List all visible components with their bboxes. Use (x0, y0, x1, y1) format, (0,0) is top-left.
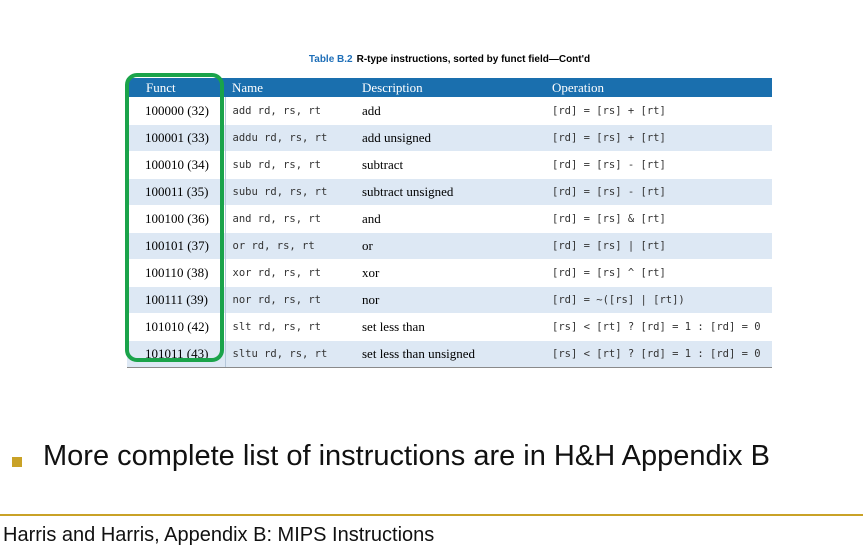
header-operation: Operation (545, 78, 772, 98)
bullet-square-icon (12, 457, 22, 467)
funct-cell: 101011 (43) (127, 341, 225, 368)
footer-divider (0, 514, 863, 516)
table-title: R-type instructions, sorted by funct field—Cont'd (356, 54, 591, 65)
operation-cell: [rs] < [rt] ? [rd] = 1 : [rd] = 0 (545, 341, 772, 368)
table-row (127, 152, 772, 179)
r-type-instruction-table (127, 78, 772, 368)
description-cell: set less than (355, 314, 545, 341)
operation-cell: [rd] = [rs] + [rt] (545, 98, 772, 125)
table-row (127, 341, 772, 368)
operation-cell: [rd] = [rs] | [rt] (545, 233, 772, 260)
table-row (127, 260, 772, 287)
operation-cell: [rd] = [rs] ^ [rt] (545, 260, 772, 287)
funct-cell: 100001 (33) (127, 125, 225, 152)
table-row (127, 179, 772, 206)
operation-cell: [rs] < [rt] ? [rd] = 1 : [rd] = 0 (545, 314, 772, 341)
description-cell: nor (355, 287, 545, 314)
operation-cell: [rd] = [rs] - [rt] (545, 152, 772, 179)
description-cell: add (355, 98, 545, 125)
description-cell: or (355, 233, 545, 260)
description-cell: and (355, 206, 545, 233)
description-cell: set less than unsigned (355, 341, 545, 368)
table-number: Table B.2 (308, 54, 353, 65)
operation-cell: [rd] = [rs] + [rt] (545, 125, 772, 152)
name-cell: and rd, rs, rt (225, 206, 355, 233)
funct-cell: 100111 (39) (127, 287, 225, 314)
operation-cell: [rd] = ~([rs] | [rt]) (545, 287, 772, 314)
table-row (127, 314, 772, 341)
header-funct: Funct (127, 78, 225, 98)
bullet-point-text: More complete list of instructions are in H&H Appendix B (43, 440, 770, 472)
table-row (127, 125, 772, 152)
description-cell: xor (355, 260, 545, 287)
funct-cell: 100010 (34) (127, 152, 225, 179)
name-cell: add rd, rs, rt (225, 98, 355, 125)
description-cell: subtract (355, 152, 545, 179)
footer-citation: Harris and Harris, Appendix B: MIPS Instructions (3, 524, 435, 546)
funct-cell: 100000 (32) (127, 98, 225, 125)
funct-cell: 101010 (42) (127, 314, 225, 341)
table-caption (127, 54, 772, 65)
table-row (127, 206, 772, 233)
table-row (127, 98, 772, 125)
operation-cell: [rd] = [rs] & [rt] (545, 206, 772, 233)
operation-cell: [rd] = [rs] - [rt] (545, 179, 772, 206)
name-cell: sltu rd, rs, rt (225, 341, 355, 368)
funct-cell: 100110 (38) (127, 260, 225, 287)
table-row (127, 287, 772, 314)
table-body (127, 98, 772, 368)
header-name: Name (225, 78, 355, 98)
name-cell: sub rd, rs, rt (225, 152, 355, 179)
description-cell: add unsigned (355, 125, 545, 152)
table-header-row (127, 78, 772, 98)
name-cell: subu rd, rs, rt (225, 179, 355, 206)
header-description: Description (355, 78, 545, 98)
name-cell: addu rd, rs, rt (225, 125, 355, 152)
funct-cell: 100100 (36) (127, 206, 225, 233)
name-cell: slt rd, rs, rt (225, 314, 355, 341)
funct-cell: 100101 (37) (127, 233, 225, 260)
description-cell: subtract unsigned (355, 179, 545, 206)
table-row (127, 233, 772, 260)
name-cell: or rd, rs, rt (225, 233, 355, 260)
name-cell: nor rd, rs, rt (225, 287, 355, 314)
funct-cell: 100011 (35) (127, 179, 225, 206)
name-cell: xor rd, rs, rt (225, 260, 355, 287)
